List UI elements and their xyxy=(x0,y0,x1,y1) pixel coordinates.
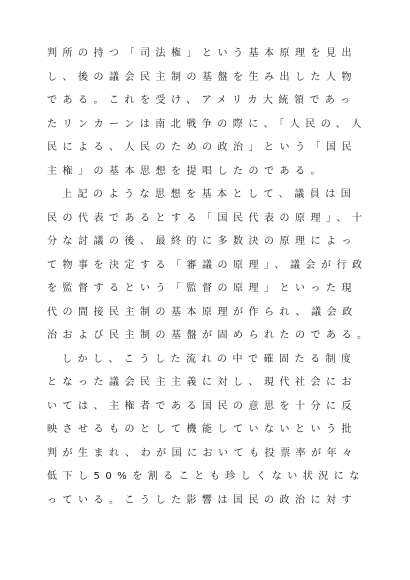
text-line: 代の間接民主制の基本原理が作られ、議会政 xyxy=(47,306,358,318)
text-line: 民による、人民のための政治」という「国民 xyxy=(47,142,357,153)
text-line: 映させるものとして機能していないという批 xyxy=(47,424,357,435)
body-text xyxy=(47,42,373,512)
paragraph-start-line: しかし、こうした流れの中で確固たる制度 xyxy=(62,353,357,365)
text-line: たリンカーンは南北戦争の際に、「人民の、人 xyxy=(47,118,367,130)
text-line: である。これを受け、アメリカ大統領であっ xyxy=(47,95,356,106)
text-line: て物事を決定する「審議の原理」、議会が行政 xyxy=(47,259,368,271)
text-line: いては、主権者である国民の意思を十分に反 xyxy=(47,400,357,412)
text-line: っている。こうした影響は国民の政治に対す xyxy=(47,494,357,506)
text-line: を監督するという「監督の原理」といった現 xyxy=(47,283,357,294)
text-line: 判所の持つ「司法権」という基本原理を見出 xyxy=(47,48,357,59)
text-line: 主権」の基本思想を提唱したのである。 xyxy=(47,165,326,177)
text-line: 民の代表であるとする「国民代表の原理」、十 xyxy=(47,212,368,224)
text-line: となった議会民主主義に対し、現代社会にお xyxy=(47,377,357,388)
text-line: し、後の議会民主制の基盤を生み出した人物 xyxy=(47,71,357,83)
text-line: 低下し50%を割ることも珍しくない状況にな xyxy=(47,471,365,482)
paragraph-start-line: 上記のような思想を基本として、議員は国 xyxy=(62,189,357,200)
text-line: 判が生まれ、わが国においても投票率が年々 xyxy=(47,447,358,459)
text-line: 治および民主制の基盤が固められたのである。 xyxy=(47,330,373,341)
text-line: 分な討議の後、最終的に多数決の原理によっ xyxy=(47,236,357,247)
